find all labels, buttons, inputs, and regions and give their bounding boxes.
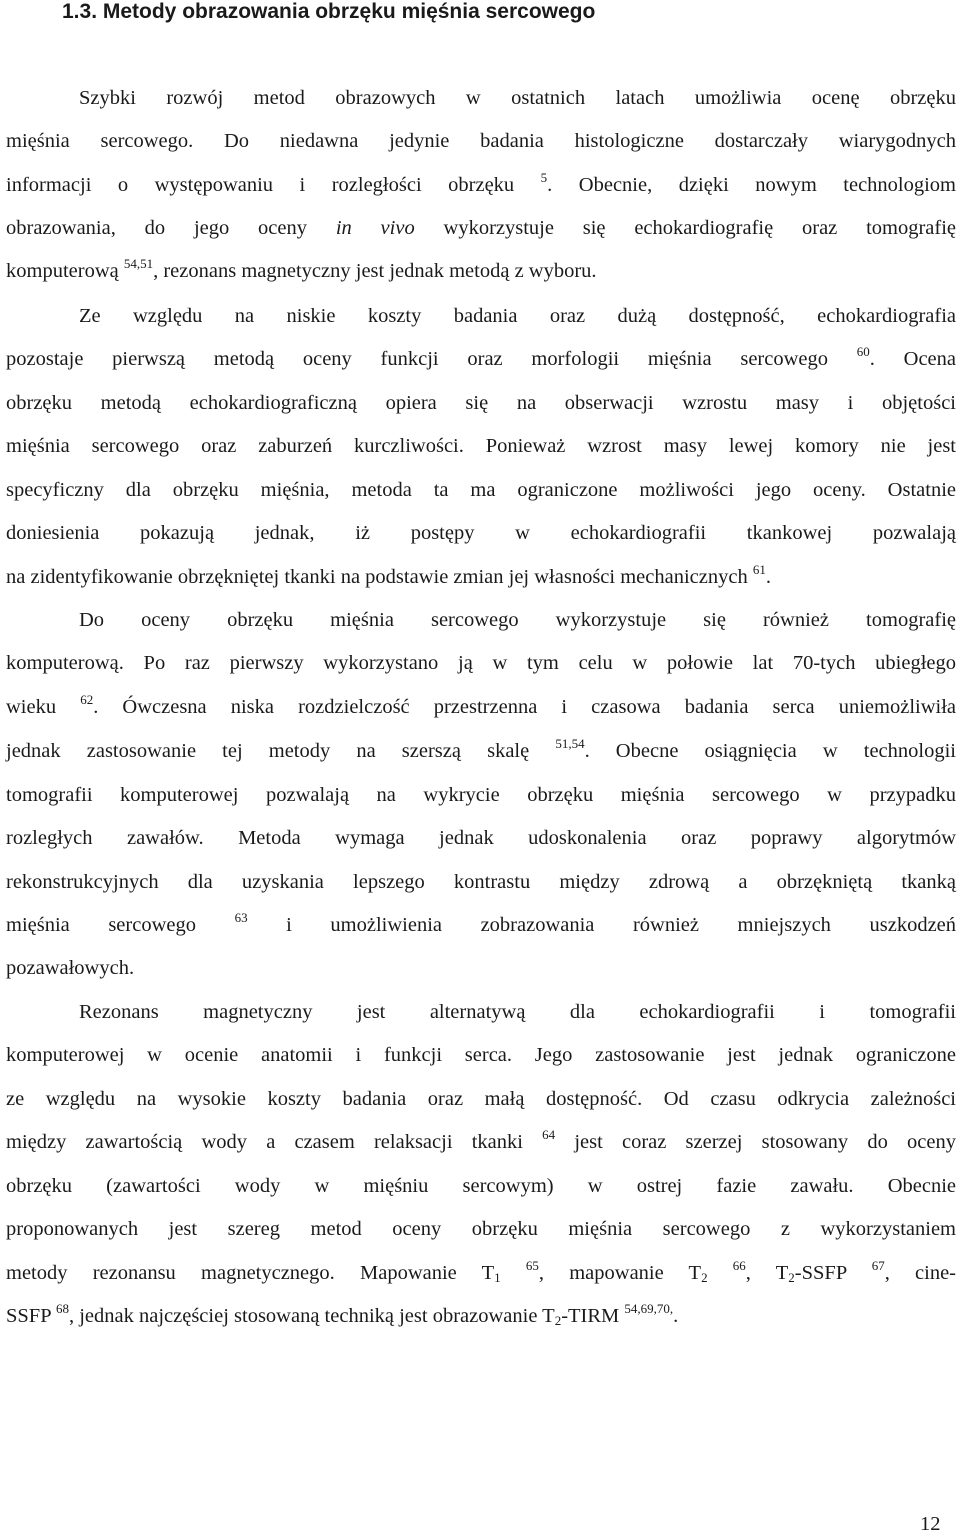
text-line	[6, 1171, 956, 1201]
text-span: , cine-	[884, 1262, 956, 1284]
text-span: na zidentyfikowanie obrzękniętej tkanki na podstawie zmian jej własności mechanicznych	[6, 566, 748, 588]
text-span: pozostaje pierwszą metodą oceny funkcji oraz morfologii mięśnia sercowego	[6, 348, 829, 370]
citation: 62	[80, 692, 94, 707]
text-line	[6, 823, 956, 853]
subscript: 2	[554, 1313, 562, 1328]
subscript: 2	[788, 1270, 795, 1285]
text-span: komputerowej w ocenie anatomii i funkcji serca. Jego zastosowanie jest jednak ograniczone	[6, 1044, 956, 1066]
text-span: metody rezonansu magnetycznego. Mapowanie T	[6, 1262, 495, 1284]
text-line	[6, 213, 956, 243]
text-line	[6, 344, 956, 374]
text-line	[6, 475, 956, 505]
section-heading: 1.3. Metody obrazowania obrzęku mięśnia sercowego	[62, 0, 596, 23]
text-span: , T	[745, 1262, 789, 1284]
text-span: wieku	[6, 696, 57, 718]
text-line	[6, 388, 956, 418]
text-span: Rezonans magnetyczny jest alternatywą dla echokardiografii i tomografii	[79, 1001, 956, 1023]
text-span: rozległych zawałów. Metoda wymaga jednak udoskonalenia oraz poprawy algorytmów	[6, 827, 956, 849]
text-line	[6, 1084, 956, 1114]
text-line	[79, 301, 956, 331]
text-line	[6, 780, 956, 810]
citation: 60	[856, 344, 870, 359]
text-line	[6, 736, 956, 766]
text-span: rekonstrukcyjnych dla uzyskania lepszego kontrastu między zdrową a obrzękniętą tkanką	[6, 871, 956, 893]
text-span: komputerową	[6, 260, 119, 282]
citation: 51,54	[555, 736, 585, 751]
text-span: obrzęku (zawartości wody w mięśniu sercowym) w ostrej fazie zawału. Obecnie	[6, 1175, 956, 1197]
citation: 5	[540, 170, 548, 185]
text-span: między zawartością wody a czasem relaksacji tkanki	[6, 1131, 523, 1153]
text-span: mięśnia sercowego. Do niedawna jedynie badania histologiczne dostarczały wiarygodnych	[6, 130, 956, 152]
text-span: , mapowanie T	[538, 1262, 702, 1284]
subscript: 1	[494, 1270, 501, 1285]
text-span: -TIRM	[561, 1305, 620, 1327]
text-span: .	[673, 1305, 679, 1327]
text-line	[6, 518, 956, 548]
text-span: SSFP	[6, 1305, 51, 1327]
citation: 67	[871, 1258, 885, 1273]
text-span: proponowanych jest szereg metod oceny obrzęku mięśnia sercowego z wykorzystaniem	[6, 1218, 956, 1240]
text-span: . Obecne osiągnięcia w technologii	[584, 740, 956, 762]
italic-term: in vivo	[335, 217, 415, 239]
text-span: Szybki rozwój metod obrazowych w ostatnich latach umożliwia ocenę obrzęku	[79, 87, 956, 109]
subscript: 2	[701, 1270, 708, 1285]
text-line	[6, 126, 956, 156]
text-span: . Obecnie, dzięki nowym technologiom	[547, 174, 956, 196]
text-span: informacji o występowaniu i rozległości obrzęku	[6, 174, 515, 196]
text-line	[6, 562, 956, 592]
text-span: obrzęku metodą echokardiograficzną opiera się na obserwacji wzrostu masy i objętości	[6, 392, 956, 414]
text-line	[79, 83, 956, 113]
text-line	[6, 1214, 956, 1244]
text-span: -SSFP	[794, 1262, 847, 1284]
text-line	[79, 605, 956, 635]
citation: 54,51	[123, 256, 154, 271]
text-span: Ze względu na niskie koszty badania oraz dużą dostępność, echokardiografia	[79, 305, 956, 327]
citation: 68	[55, 1301, 69, 1316]
text-span: . Ówczesna niska rozdzielczość przestrzenna i czasowa badania serca uniemożliwiła	[93, 696, 956, 718]
page-number: 12	[920, 1513, 941, 1535]
text-line	[6, 1127, 956, 1157]
text-span: i umożliwienia zobrazowania również mniejszych uszkodzeń	[286, 914, 957, 936]
text-line	[6, 910, 956, 940]
text-span: , rezonans magnetyczny jest jednak metodą z wyboru.	[153, 260, 597, 282]
text-span: pozawałowych.	[6, 957, 135, 979]
citation: 54,69,70,	[624, 1301, 674, 1316]
text-span: doniesienia pokazują jednak, iż postępy w echokardiografii tkankowej pozwalają	[6, 522, 956, 544]
text-span: specyficzny dla obrzęku mięśnia, metoda ta ma ograniczone możliwości jego oceny. Ostatnie	[6, 479, 956, 501]
citation: 61	[752, 562, 766, 577]
text-line	[6, 692, 956, 722]
text-span: mięśnia sercowego oraz zaburzeń kurczliwości. Ponieważ wzrost masy lewej komory nie jest	[6, 435, 956, 457]
text-line	[6, 1258, 956, 1288]
text-line	[6, 1040, 956, 1070]
text-span: obrazowania, do jego oceny	[6, 217, 307, 239]
text-span: jednak zastosowanie tej metody na szerszą skalę	[6, 740, 530, 762]
citation: 65	[525, 1258, 539, 1273]
text-span: ze względu na wysokie koszty badania oraz małą dostępność. Od czasu odkrycia zależności	[6, 1088, 956, 1110]
text-span: mięśnia sercowego	[6, 914, 196, 936]
text-line	[6, 1301, 956, 1331]
text-span: jest coraz szerzej stosowany do oceny	[574, 1131, 956, 1153]
text-line	[79, 997, 956, 1027]
text-span: , jednak najczęściej stosowaną techniką jest obrazowanie T	[68, 1305, 555, 1327]
text-span: tomografii komputerowej pozwalają na wykrycie obrzęku mięśnia sercowego w przypadku	[6, 784, 956, 806]
text-line	[6, 867, 956, 897]
citation: 64	[542, 1127, 556, 1142]
text-span: komputerową. Po raz pierwszy wykorzystano ją w tym celu w połowie lat 70-tych ubiegłego	[6, 652, 956, 674]
text-span: wykorzystuje się echokardiografię oraz tomografię	[443, 217, 957, 239]
text-span: . Ocena	[869, 348, 957, 370]
text-span: .	[765, 566, 771, 588]
text-line	[6, 648, 956, 678]
citation: 66	[732, 1258, 746, 1273]
citation: 63	[234, 910, 248, 925]
text-span: Do oceny obrzęku mięśnia sercowego wykorzystuje się również tomografię	[79, 609, 956, 631]
text-line	[6, 170, 956, 200]
text-line	[6, 431, 956, 461]
text-line	[6, 256, 956, 286]
text-line	[6, 953, 956, 983]
